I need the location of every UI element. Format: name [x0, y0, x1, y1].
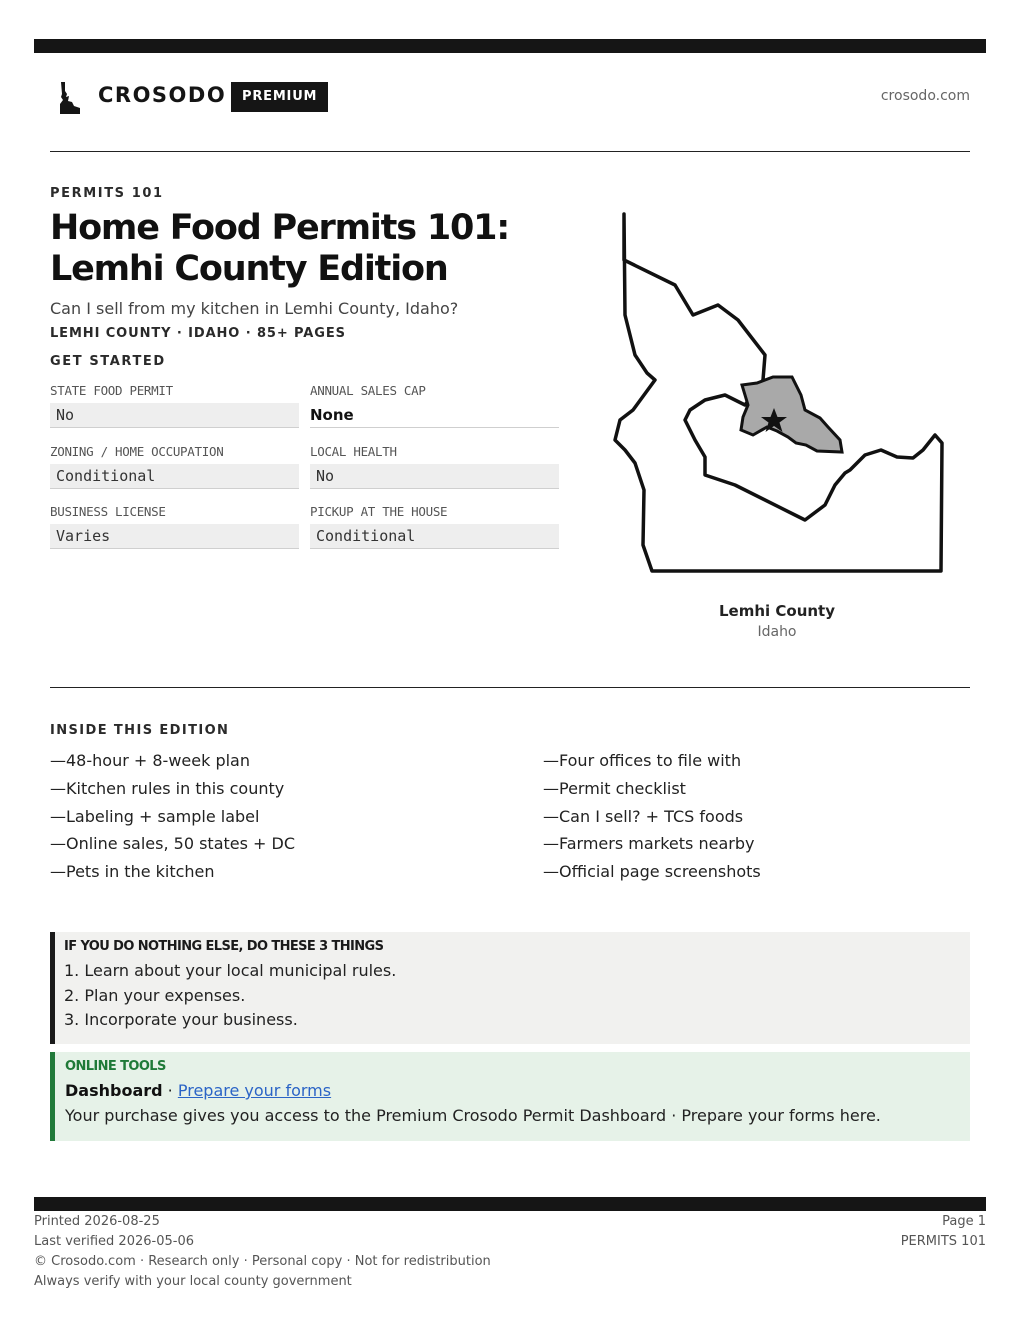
header-divider	[50, 151, 970, 152]
callout-item: 1. Learn about your local municipal rules.	[64, 961, 397, 980]
fact-label: ANNUAL SALES CAP	[310, 383, 426, 398]
fact-state-food-permit	[50, 382, 299, 428]
three-things-callout	[50, 932, 970, 1044]
toc-item: —Labeling + sample label	[50, 806, 260, 826]
footer-section: PERMITS 101	[900, 1234, 986, 1249]
footer-bar	[34, 1197, 986, 1211]
idaho-map	[605, 205, 950, 585]
toc-item: —Online sales, 50 states + DC	[50, 834, 296, 854]
prepare-forms-link[interactable]: Prepare your forms	[177, 1081, 332, 1100]
fact-label: BUSINESS LICENSE	[50, 504, 166, 519]
map-county-name: Lemhi County	[718, 602, 836, 620]
fact-value: No	[310, 464, 559, 489]
get-started-heading: GET STARTED	[50, 354, 166, 369]
page-subtitle: Can I sell from my kitchen in Lemhi County, Idaho?	[50, 299, 459, 318]
callout-item: 2. Plan your expenses.	[64, 985, 246, 1005]
toc-left-column	[50, 750, 295, 889]
site-url[interactable]: crosodo.com	[880, 88, 970, 104]
fact-value: Conditional	[310, 524, 559, 549]
fact-value: Varies	[50, 524, 299, 549]
tools-dashboard-line	[65, 1079, 970, 1103]
toc-item: —Pets in the kitchen	[50, 862, 215, 882]
section-eyebrow: PERMITS 101	[50, 186, 164, 201]
toc-item: —Farmers markets nearby	[543, 834, 755, 854]
header	[50, 78, 970, 118]
verified-date: Last verified 2026-05-06	[34, 1234, 194, 1249]
tools-heading: ONLINE TOOLS	[65, 1059, 166, 1074]
toc-item: —Can I sell? + TCS foods	[543, 806, 744, 826]
toc-item: —Official page screenshots	[543, 862, 761, 882]
fact-value: No	[50, 403, 299, 428]
edition-meta: LEMHI COUNTY · IDAHO · 85+ PAGES	[50, 326, 346, 341]
toc-right-column	[543, 750, 761, 889]
toc-item: —Permit checklist	[543, 778, 686, 798]
verify-notice: Always verify with your local county government	[34, 1274, 352, 1289]
fact-label: ZONING / HOME OCCUPATION	[50, 444, 224, 459]
tools-separator: ·	[162, 1081, 178, 1100]
fact-label: STATE FOOD PERMIT	[50, 383, 173, 398]
toc-item: —Four offices to file with	[543, 751, 742, 770]
fact-zoning	[50, 443, 299, 489]
brand-name: CROSODO	[98, 83, 227, 107]
fact-pickup	[310, 503, 559, 549]
fact-business-license	[50, 503, 299, 549]
top-bar	[34, 39, 986, 53]
page-number: Page 1	[942, 1214, 986, 1229]
fact-label: PICKUP AT THE HOUSE	[310, 504, 448, 519]
fact-value: Conditional	[50, 464, 299, 489]
footer-right	[901, 1212, 986, 1252]
map-state-name: Idaho	[757, 624, 797, 640]
premium-badge: PREMIUM	[231, 82, 328, 112]
fact-label: LOCAL HEALTH	[310, 444, 397, 459]
section-divider	[50, 687, 970, 688]
copyright-notice: © Crosodo.com · Research only · Personal copy · Not for redistribution	[34, 1254, 491, 1269]
idaho-logo-icon	[58, 80, 82, 116]
online-tools-callout	[50, 1052, 970, 1141]
page-title: Home Food Permits 101: Lemhi County Edition	[50, 208, 510, 289]
fact-value: None	[310, 403, 559, 428]
footer-left	[34, 1212, 491, 1292]
toc-item: —Kitchen rules in this county	[50, 778, 285, 798]
printed-date: Printed 2026-08-25	[34, 1214, 160, 1229]
inside-edition-heading: INSIDE THIS EDITION	[50, 723, 230, 738]
dashboard-label: Dashboard	[65, 1081, 163, 1100]
callout-item: 3. Incorporate your business.	[64, 1010, 298, 1029]
toc-item: —48-hour + 8-week plan	[50, 751, 250, 770]
tools-description: Your purchase gives you access to the Premium Crosodo Permit Dashboard · Prepare your forms here.	[65, 1106, 881, 1125]
callout-heading: IF YOU DO NOTHING ELSE, DO THESE 3 THINGS	[64, 939, 384, 954]
lemhi-county-shape	[741, 377, 842, 452]
fact-local-health	[310, 443, 559, 489]
fact-annual-sales-cap	[310, 382, 559, 428]
